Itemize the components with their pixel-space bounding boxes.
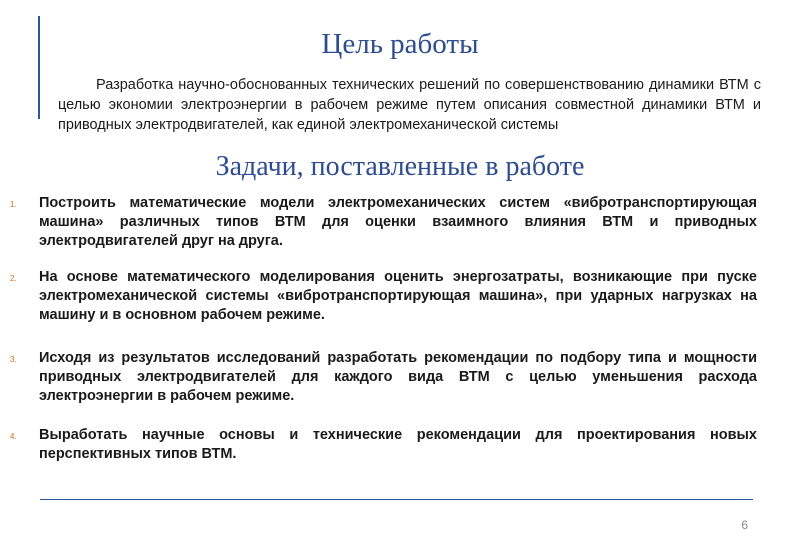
bottom-divider	[40, 499, 753, 500]
task-number: 4.	[10, 432, 17, 441]
task-text: На основе математического моделирования оценить энергозатраты, возникающие при пуске электромеханической системы «вибротранспортирующая машина», при ударных нагрузках на машину и в основном рабочем режиме.	[39, 269, 757, 323]
task-number: 1.	[10, 200, 17, 209]
task-text: Построить математические модели электромеханических систем «вибротранспортирующая машина» различных типов ВТМ для оценки взаимного влияния ВТМ и приводных электродвигателей друг на друга.	[39, 195, 757, 249]
tasks-heading: Задачи, поставленные в работе	[215, 151, 585, 182]
goal-paragraph: Разработка научно-обоснованных технических решений по совершенствованию динамики ВТМ с целью экономии электроэнергии в рабочем режиме путем описания совместной динамики ВТМ и приводных электродвигателей, как единой электромеханической системы	[58, 76, 761, 133]
slide-title: Цель работы	[321, 28, 479, 60]
task-number: 2.	[10, 274, 17, 283]
task-text: Исходя из результатов исследований разработать рекомендации по подбору типа и мощности приводных электродвигателей для каждого вида ВТМ с целью уменьшения расхода электроэнергии в рабочем режиме.	[39, 350, 757, 404]
task-text: Выработать научные основы и технические рекомендации для проектирования новых перспективных типов ВТМ.	[39, 427, 757, 462]
task-number: 3.	[10, 355, 17, 364]
page-number: 6	[741, 518, 748, 532]
